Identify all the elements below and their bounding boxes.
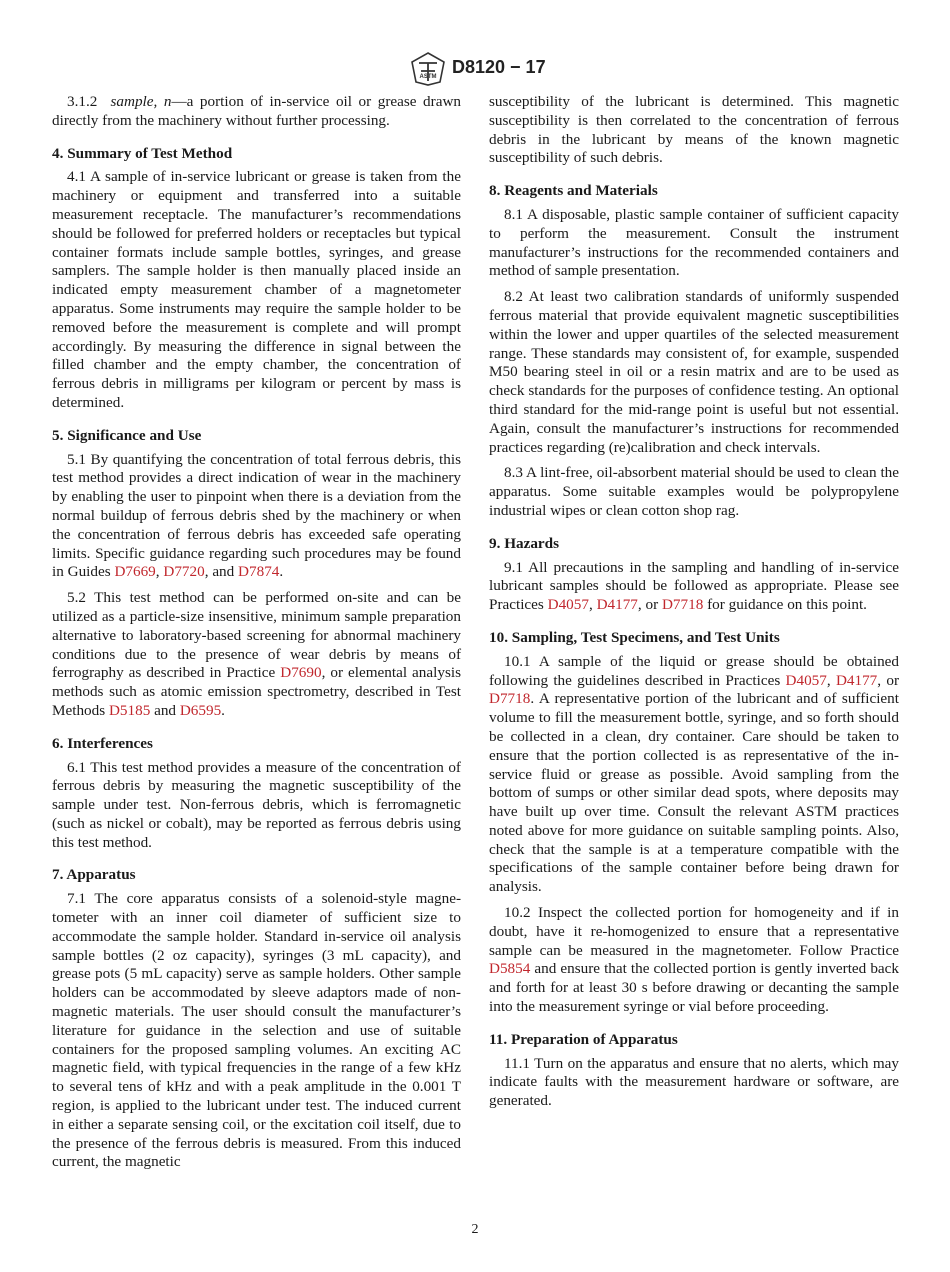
reference-link[interactable]: D4177 (596, 596, 638, 614)
standard-designation: D8120 − 17 (452, 57, 546, 77)
left-column (52, 93, 461, 1179)
paragraph-8-1: 8.1 A disposable, plastic sample container of sufficient capacity to perform the measurement. Consult the instrument manufacturer’s instructions for the recommended containers and method of sample presentation. (489, 205, 899, 280)
reference-link[interactable]: D4057 (547, 596, 589, 614)
reference-link[interactable]: D4177 (835, 671, 878, 689)
section-heading: 8. Reagents and Materials (489, 182, 658, 200)
section-heading: 7. Apparatus (52, 866, 136, 884)
right-column (489, 93, 899, 1118)
paragraph-5-1: 5.1 By quantifying the concentration of total ferrous debris, this test method provides a direct indication of wear in the machinery by enabling the user to pinpoint when there is a deviation from the normal buildup of ferrous debris shed by the machinery or when the concentration of ferrous debris has exceeded safe operating limits. Specific guidance regarding such procedures may be found in Guides D7669, D7720, and D7874. (52, 450, 461, 581)
astm-logo (410, 52, 446, 86)
paragraph-4-1: 4.1 A sample of in-service lubricant or grease is taken from the machinery or equipment and transferred into a suitable measurement receptacle. The manufacturer’s recommendations should be followed for preferred holders or receptacles but typical container formats include sample bottles, syringes, and grease samplers. The sample holder is then manually placed inside an indicated empty measurement chamber of a magnetometer apparatus. Some instruments may require the sample holder to be removed before the measurement is complete and will prompt accordingly. By measuring the difference in signal between the filled chamber and the empty chamber, the concentration of ferrous debris in milligrams per kilogram or percent by mass is determined. (52, 168, 461, 411)
paragraph-10-2: 10.2 Inspect the collected portion for homogeneity and if in doubt, have it re-homogenized to ensure that a representative sample can be measured in the magnetometer. Follow Practice D5854 and ensure that the collected portion is gently inverted back and forth for at least 30 s before drawing or decanting the sample into the measurement syringe or vial before proceeding. (489, 904, 899, 1016)
reference-link[interactable]: D7718 (489, 690, 531, 708)
paragraph-6-1: 6.1 This test method provides a measure of the concentration of ferrous debris by measuring the magnetic susceptibility of the sample under test. Non-ferrous debris, which is ferromagnetic (such as nickel or cobalt), may be reported as ferrous debris using this test method. (52, 758, 461, 851)
reference-link[interactable]: D4057 (785, 671, 827, 689)
section-heading: 4. Summary of Test Method (52, 144, 233, 162)
paragraph-7-1-continued: susceptibility of the lubricant is determined. This magnetic susceptibility is then correlated to the concentration of ferrous debris in the lubricant by means of the known magnetic susceptibility of such debris. (489, 93, 899, 167)
paragraph-8-3: 8.3 A lint-free, oil-absorbent material should be used to clean the apparatus. Some suitable examples would be polypropylene industrial wipes or clean cotton shop rag. (489, 464, 899, 519)
reference-link[interactable]: D6595 (179, 701, 222, 719)
svg-text:ASTM: ASTM (419, 74, 437, 80)
reference-link[interactable]: D7669 (114, 563, 156, 581)
reference-link[interactable]: D5185 (108, 701, 151, 719)
paragraph-3-1-2: 3.1.2 sample, n—a portion of in-service oil or grease drawn directly from the machinery without further processing. (52, 93, 462, 129)
paragraph-10-1: 10.1 A sample of the liquid or grease should be obtained following the guidelines described in Practices D4057, D4177, or D7718. A representative portion of the lubricant and of sufficient volume to fill the measurement bottle, syringe, and so forth should be collected in a clean, dry container. Care should be taken to ensure that the portion collected is as representative of the in-service fluid or grease as possible. Avoid sampling from the bottom of sumps or other similar dead spots, where deposits may have built up over time. Consult the relevant ASTM practices noted above for more guidance on suitable sampling points. Also, check that the sample is at a temperature compatible with the specifications of the sample container before being drawn for analysis. (489, 652, 900, 896)
page-number: 2 (471, 1222, 479, 1237)
reference-link[interactable]: D5854 (489, 960, 531, 978)
paragraph-9-1: 9.1 All precautions in the sampling and handling of in-service lubricant samples should be followed as appropriate. Please see Practices D4057, D4177, or D7718 for guidance on this point. (489, 558, 899, 614)
section-heading: 9. Hazards (489, 534, 560, 552)
section-heading: 6. Interferences (52, 734, 153, 752)
reference-link[interactable]: D7720 (163, 563, 205, 581)
paragraph-7-1: 7.1 The core apparatus consists of a solenoid-style magnetometer with an inner coil diameter of sufficient size to accommodate the sample holder. Standard in-service oil analysis sample bottles (2 oz capacity), syringes (3 mL capacity), and grease pots (5 mL capacity) serve as sample holders. Other sample holders can be accommodated by sleeve adaptors made of non-magnetic materials. The user should consult the manufacturer’s literature for guidance in the selection and use of suitable containers for the proposed sampling volumes. An exciting AC magnetic field, with typical frequencies in the range of a few kHz to several tens of kHz and with a peak amplitude in the 0.001 T region, is applied to the lubricant under test. The induced current in either a separate sensing coil, or the excitation coil itself, due to the presence of the ferrous debris is measured. From this induced current, the magnetic (52, 890, 461, 1171)
page-header (0, 52, 950, 88)
reference-link[interactable]: D7718 (661, 596, 704, 614)
section-heading: 10. Sampling, Test Specimens, and Test Units (489, 628, 780, 646)
section-heading: 5. Significance and Use (52, 426, 202, 444)
reference-link[interactable]: D7690 (280, 664, 322, 682)
paragraph-11-1: 11.1 Turn on the apparatus and ensure that no alerts, which may indicate faults with the measurement hardware or software, are generated. (489, 1054, 899, 1110)
reference-link[interactable]: D7874 (238, 563, 280, 581)
paragraph-8-2: 8.2 At least two calibration standards of uniformly suspended ferrous material that provide equivalent magnetic susceptibilities within the lower and upper quartiles of the selected measurement range. These standards may consistent of, for example, suspended M50 bearing steel in oil or a resin matrix and are to be used as check standards for the purposes of confidence testing. An optional third standard for the mid-range point is useful but not essential. Again, consult the manufacturer’s instructions for recommended practices regarding (re)calibration and check intervals. (489, 288, 899, 456)
paragraph-5-2: 5.2 This test method can be performed on-site and can be utilized as a particle-size insensitive, minimum sample preparation alternative to laboratory-based screening for abnormal machinery conditions due to the presence of wear debris by means of ferrography as described in Practice D7690, or elemental analysis methods such as atomic emission spectrometry, described in Test Methods D5185 and D6595. (52, 589, 461, 719)
section-heading: 11. Preparation of Apparatus (489, 1030, 678, 1048)
